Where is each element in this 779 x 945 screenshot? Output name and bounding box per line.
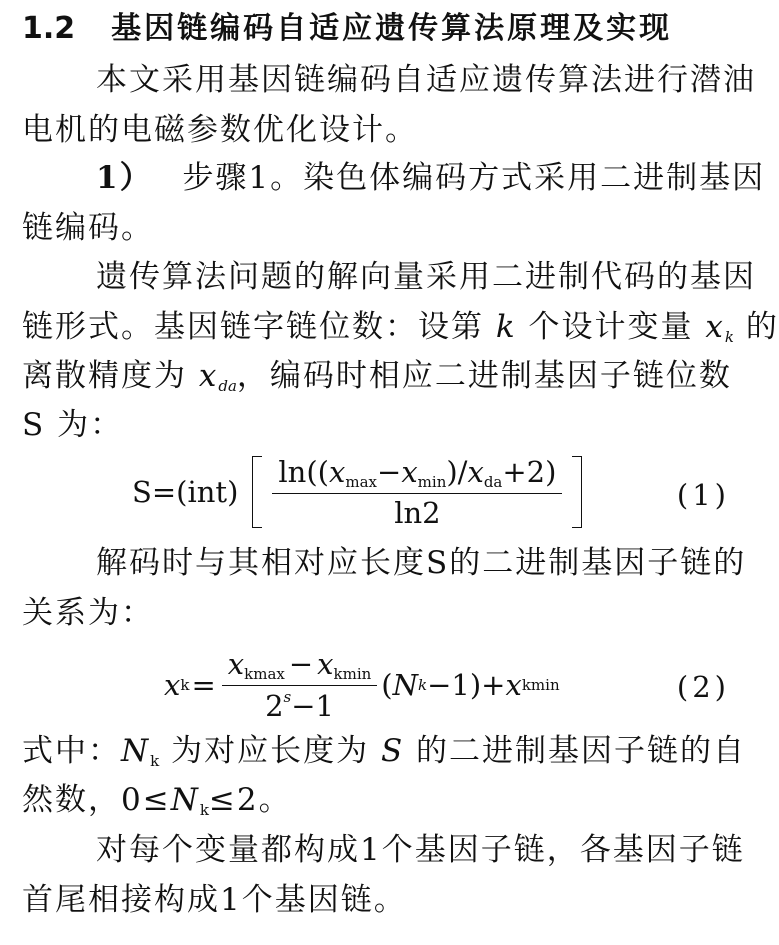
- eq2-equals: =: [191, 668, 216, 702]
- eq2-denominator: [265, 686, 334, 723]
- sub-k: k: [418, 676, 428, 694]
- paragraph-2-line-1: 遗传算法问题的解向量采用二进制代码的基因: [96, 259, 756, 295]
- var-S: S: [22, 407, 46, 443]
- equation-1-number: (1): [676, 478, 730, 512]
- p2-text-b: 个设计变量: [528, 309, 694, 345]
- paragraph-5-line-2: 首尾相接构成1个基因链。: [22, 882, 407, 918]
- sub-min: min: [417, 472, 447, 491]
- eq1-fraction: [272, 455, 562, 530]
- var-k: k: [495, 309, 517, 345]
- var-x: x: [705, 309, 725, 345]
- step-1-text: 步骤1。染色体编码方式采用二进制基因: [182, 160, 766, 196]
- sub-k: k: [150, 752, 160, 770]
- eq2-fraction: [222, 647, 378, 723]
- p4-text-b: 为对应长度为: [171, 733, 370, 769]
- var-x: x: [329, 454, 346, 489]
- eq2-numerator: [222, 647, 378, 686]
- sub-k: k: [180, 676, 190, 694]
- var-N: N: [392, 668, 418, 702]
- eq2-den-tail: −1: [291, 689, 334, 723]
- var-x: x: [227, 647, 245, 681]
- paragraph-1-line-1: 本文采用基因链编码自适应遗传算法进行潜油: [96, 62, 756, 98]
- p2-text-e: ，编码时相应二进制基因子链位数: [236, 358, 732, 394]
- paragraph-3-line-2: 关系为：: [22, 595, 154, 631]
- step-1-line-2: 链编码。: [22, 210, 154, 246]
- paragraph-4-line-1: [22, 733, 747, 770]
- sub-kmax: kmax: [244, 665, 285, 683]
- paragraph-4-line-2: [22, 782, 734, 819]
- var-N: N: [121, 733, 151, 769]
- section-title: 基因链编码自适应遗传算法原理及实现: [111, 11, 673, 46]
- eq1-minus: −: [377, 454, 402, 489]
- equation-2-number: (2): [676, 670, 730, 704]
- eq2-mid: −1)+: [427, 668, 506, 702]
- var-N: N: [170, 782, 200, 818]
- p4-text-c: 的二进制基因子链的自: [416, 733, 747, 769]
- var-x: x: [198, 358, 219, 394]
- step-1: [96, 160, 766, 196]
- sub-max: max: [345, 472, 377, 491]
- equation-1: [132, 454, 582, 530]
- eq1-num-c: )/: [446, 454, 468, 489]
- p2-text-d: 离散精度为: [22, 358, 187, 394]
- sub-k: k: [199, 801, 209, 819]
- paragraph-2-line-2: [22, 309, 779, 346]
- var-x: x: [401, 454, 418, 489]
- section-heading: [22, 11, 734, 46]
- sub-k: k: [724, 328, 734, 346]
- sub-kmin: kmin: [521, 676, 560, 694]
- eq1-num-d: +2): [502, 454, 557, 489]
- sub-da: da: [483, 472, 503, 491]
- p2-text-f: 为：: [57, 407, 124, 443]
- paragraph-1-line-2: 电机的电磁参数优化设计。: [22, 112, 418, 148]
- eq2-paren: (: [381, 668, 393, 702]
- var-S: S: [380, 733, 405, 769]
- sub-da: da: [218, 377, 237, 395]
- eq1-lhs: S=(int): [132, 475, 239, 509]
- var-x: x: [164, 668, 181, 702]
- equation-2: [164, 647, 560, 723]
- p2-text-a: 链形式。基因链字链位数：设第: [22, 309, 484, 345]
- p4-text-e: ≤2。: [208, 782, 292, 818]
- eq1-denominator: ln2: [394, 495, 441, 530]
- paragraph-2-line-4: [22, 407, 734, 443]
- section-number: 1.2: [22, 11, 76, 46]
- p2-text-c: 的: [745, 309, 779, 345]
- left-bracket: [252, 456, 262, 528]
- right-bracket: [572, 456, 582, 528]
- exp-s: s: [283, 688, 292, 706]
- p4-text-a: 式中：: [22, 733, 121, 769]
- eq1-numerator: [272, 455, 562, 494]
- paragraph-2-line-3: [22, 358, 734, 395]
- p4-text-d: 然数，0≤: [22, 782, 171, 818]
- var-x: x: [317, 647, 334, 681]
- step-1-label: 1）: [96, 160, 153, 196]
- eq2-minus: −: [288, 647, 314, 681]
- var-x: x: [505, 668, 522, 702]
- paragraph-5-line-1: 对每个变量都构成1个基因子链，各基因子链: [96, 832, 745, 868]
- base-two: 2: [265, 689, 284, 723]
- paragraph-3-line-1: 解码时与其相对应长度S的二进制基因子链的: [96, 545, 747, 581]
- sub-kmin: kmin: [333, 665, 372, 683]
- var-x: x: [467, 454, 484, 489]
- eq1-num-a: ln((: [278, 454, 329, 489]
